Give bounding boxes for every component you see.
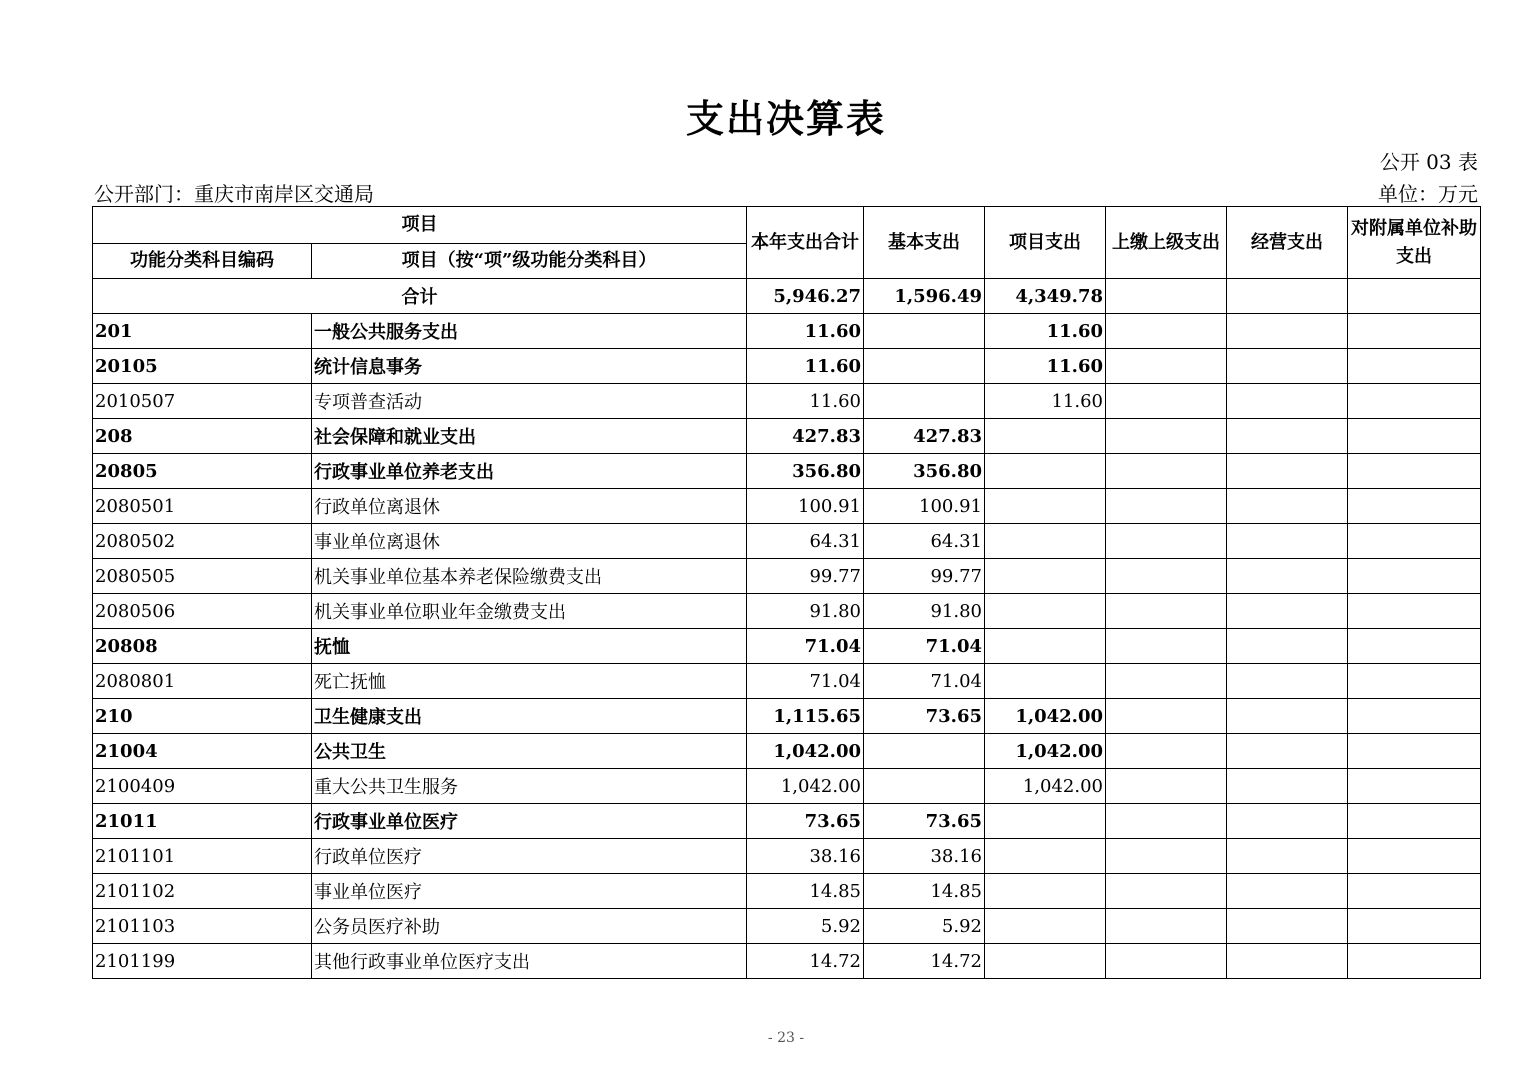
header-basic: 基本支出 (864, 207, 985, 279)
cell-subsidy (1348, 804, 1481, 839)
cell-business (1227, 734, 1348, 769)
cell-total: 38.16 (747, 839, 864, 874)
cell-basic: 73.65 (864, 804, 985, 839)
header-code: 功能分类科目编码 (93, 244, 312, 279)
cell-name: 事业单位离退休 (312, 524, 747, 559)
table-row (93, 419, 1481, 454)
table-row (93, 314, 1481, 349)
cell-basic: 5.92 (864, 909, 985, 944)
cell-name: 行政事业单位养老支出 (312, 454, 747, 489)
cell-business (1227, 384, 1348, 419)
cell-subsidy (1348, 734, 1481, 769)
cell-code: 2080506 (93, 594, 312, 629)
header-business: 经营支出 (1227, 207, 1348, 279)
cell-name: 卫生健康支出 (312, 699, 747, 734)
cell-subsidy (1348, 944, 1481, 979)
cell-code: 2101103 (93, 909, 312, 944)
cell-project (985, 804, 1106, 839)
cell-total: 91.80 (747, 594, 864, 629)
table-row (93, 489, 1481, 524)
cell-subsidy (1348, 384, 1481, 419)
cell-subsidy (1348, 349, 1481, 384)
cell-basic: 71.04 (864, 664, 985, 699)
cell-upper (1106, 734, 1227, 769)
table-row (93, 594, 1481, 629)
cell-upper (1106, 769, 1227, 804)
expenditure-table (92, 206, 1481, 979)
cell-upper (1106, 629, 1227, 664)
cell-name: 社会保障和就业支出 (312, 419, 747, 454)
cell-code: 2080801 (93, 664, 312, 699)
cell-project (985, 909, 1106, 944)
cell-project (985, 629, 1106, 664)
cell-subsidy (1348, 664, 1481, 699)
cell-code: 2080505 (93, 559, 312, 594)
cell-business (1227, 769, 1348, 804)
cell-upper (1106, 804, 1227, 839)
cell-subsidy (1348, 594, 1481, 629)
table-row (93, 664, 1481, 699)
table-row (93, 769, 1481, 804)
cell-project (985, 454, 1106, 489)
cell-project (985, 559, 1106, 594)
cell-total: 1,115.65 (747, 699, 864, 734)
cell-business (1227, 874, 1348, 909)
cell-total: 427.83 (747, 419, 864, 454)
cell-subsidy (1348, 559, 1481, 594)
cell-business (1227, 944, 1348, 979)
cell-basic: 73.65 (864, 699, 985, 734)
cell-basic: 99.77 (864, 559, 985, 594)
cell-upper (1106, 419, 1227, 454)
cell-total: 1,042.00 (747, 769, 864, 804)
cell-code: 20105 (93, 349, 312, 384)
cell-business (1227, 629, 1348, 664)
cell-business (1227, 559, 1348, 594)
cell-name: 统计信息事务 (312, 349, 747, 384)
total-row (93, 279, 1481, 314)
cell-project (985, 839, 1106, 874)
header-item: 项目 (93, 207, 747, 244)
cell-basic: 14.85 (864, 874, 985, 909)
cell-business (1227, 839, 1348, 874)
cell-subsidy (1348, 909, 1481, 944)
total-upper (1106, 279, 1227, 314)
cell-business (1227, 314, 1348, 349)
total-business (1227, 279, 1348, 314)
cell-name: 抚恤 (312, 629, 747, 664)
cell-code: 2080502 (93, 524, 312, 559)
table-row (93, 944, 1481, 979)
cell-total: 14.72 (747, 944, 864, 979)
cell-subsidy (1348, 419, 1481, 454)
cell-upper (1106, 909, 1227, 944)
cell-upper (1106, 349, 1227, 384)
cell-name: 公务员医疗补助 (312, 909, 747, 944)
cell-name: 行政事业单位医疗 (312, 804, 747, 839)
cell-upper (1106, 314, 1227, 349)
cell-basic: 64.31 (864, 524, 985, 559)
cell-subsidy (1348, 699, 1481, 734)
cell-code: 20805 (93, 454, 312, 489)
cell-name: 专项普查活动 (312, 384, 747, 419)
cell-business (1227, 909, 1348, 944)
cell-code: 2080501 (93, 489, 312, 524)
cell-project (985, 489, 1106, 524)
cell-name: 事业单位医疗 (312, 874, 747, 909)
cell-total: 71.04 (747, 629, 864, 664)
total-basic: 1,596.49 (864, 279, 985, 314)
cell-code: 20808 (93, 629, 312, 664)
form-number: 公开 03 表 (1379, 150, 1478, 174)
cell-upper (1106, 874, 1227, 909)
cell-project (985, 664, 1106, 699)
cell-business (1227, 349, 1348, 384)
cell-subsidy (1348, 454, 1481, 489)
department-label: 公开部门：重庆市南岸区交通局 (94, 182, 374, 206)
cell-name: 行政单位医疗 (312, 839, 747, 874)
cell-code: 2101102 (93, 874, 312, 909)
cell-project (985, 944, 1106, 979)
cell-upper (1106, 839, 1227, 874)
table-row (93, 804, 1481, 839)
cell-total: 99.77 (747, 559, 864, 594)
table-row (93, 874, 1481, 909)
cell-business (1227, 804, 1348, 839)
cell-project (985, 419, 1106, 454)
cell-basic (864, 769, 985, 804)
cell-name: 机关事业单位职业年金缴费支出 (312, 594, 747, 629)
cell-upper (1106, 664, 1227, 699)
cell-business (1227, 489, 1348, 524)
table-row (93, 734, 1481, 769)
cell-code: 2101199 (93, 944, 312, 979)
cell-subsidy (1348, 489, 1481, 524)
cell-project (985, 874, 1106, 909)
total-label: 合计 (93, 279, 747, 314)
cell-upper (1106, 594, 1227, 629)
cell-business (1227, 419, 1348, 454)
cell-name: 机关事业单位基本养老保险缴费支出 (312, 559, 747, 594)
cell-upper (1106, 699, 1227, 734)
total-project: 4,349.78 (985, 279, 1106, 314)
cell-code: 208 (93, 419, 312, 454)
page-number: - 23 - (767, 1030, 805, 1046)
cell-business (1227, 594, 1348, 629)
cell-code: 210 (93, 699, 312, 734)
cell-code: 2100409 (93, 769, 312, 804)
cell-subsidy (1348, 769, 1481, 804)
table-row (93, 559, 1481, 594)
cell-basic: 100.91 (864, 489, 985, 524)
cell-business (1227, 454, 1348, 489)
table-row (93, 629, 1481, 664)
cell-total: 1,042.00 (747, 734, 864, 769)
cell-upper (1106, 524, 1227, 559)
header-total: 本年支出合计 (747, 207, 864, 279)
cell-project: 11.60 (985, 384, 1106, 419)
header-name: 项目（按“项”级功能分类科目） (312, 244, 747, 279)
cell-basic (864, 734, 985, 769)
table-row (93, 909, 1481, 944)
cell-subsidy (1348, 524, 1481, 559)
cell-upper (1106, 489, 1227, 524)
cell-total: 71.04 (747, 664, 864, 699)
cell-subsidy (1348, 314, 1481, 349)
cell-code: 2101101 (93, 839, 312, 874)
cell-basic: 71.04 (864, 629, 985, 664)
table-row (93, 349, 1481, 384)
header-project: 项目支出 (985, 207, 1106, 279)
cell-upper (1106, 384, 1227, 419)
cell-project: 1,042.00 (985, 699, 1106, 734)
unit-label: 单位：万元 (1378, 182, 1478, 206)
cell-project: 1,042.00 (985, 769, 1106, 804)
page-title: 支出决算表 (685, 96, 886, 141)
cell-basic: 14.72 (864, 944, 985, 979)
cell-business (1227, 664, 1348, 699)
cell-project: 11.60 (985, 314, 1106, 349)
cell-basic: 427.83 (864, 419, 985, 454)
cell-name: 其他行政事业单位医疗支出 (312, 944, 747, 979)
cell-total: 73.65 (747, 804, 864, 839)
cell-basic: 38.16 (864, 839, 985, 874)
cell-name: 重大公共卫生服务 (312, 769, 747, 804)
cell-code: 2010507 (93, 384, 312, 419)
table-row (93, 524, 1481, 559)
cell-subsidy (1348, 874, 1481, 909)
cell-code: 201 (93, 314, 312, 349)
cell-project: 1,042.00 (985, 734, 1106, 769)
table-row (93, 384, 1481, 419)
cell-total: 11.60 (747, 384, 864, 419)
cell-name: 公共卫生 (312, 734, 747, 769)
cell-total: 100.91 (747, 489, 864, 524)
total-subsidy (1348, 279, 1481, 314)
cell-subsidy (1348, 629, 1481, 664)
cell-upper (1106, 559, 1227, 594)
cell-total: 5.92 (747, 909, 864, 944)
cell-basic: 91.80 (864, 594, 985, 629)
cell-name: 行政单位离退休 (312, 489, 747, 524)
cell-total: 14.85 (747, 874, 864, 909)
table-row (93, 699, 1481, 734)
table-row (93, 454, 1481, 489)
cell-project (985, 594, 1106, 629)
cell-business (1227, 524, 1348, 559)
cell-name: 死亡抚恤 (312, 664, 747, 699)
cell-business (1227, 699, 1348, 734)
cell-total: 64.31 (747, 524, 864, 559)
cell-project (985, 524, 1106, 559)
cell-basic: 356.80 (864, 454, 985, 489)
cell-upper (1106, 944, 1227, 979)
cell-total: 356.80 (747, 454, 864, 489)
cell-basic (864, 384, 985, 419)
cell-total: 11.60 (747, 349, 864, 384)
cell-code: 21004 (93, 734, 312, 769)
cell-name: 一般公共服务支出 (312, 314, 747, 349)
cell-total: 11.60 (747, 314, 864, 349)
cell-basic (864, 314, 985, 349)
table-row (93, 839, 1481, 874)
total-total: 5,946.27 (747, 279, 864, 314)
cell-upper (1106, 454, 1227, 489)
cell-subsidy (1348, 839, 1481, 874)
cell-code: 21011 (93, 804, 312, 839)
cell-project: 11.60 (985, 349, 1106, 384)
cell-basic (864, 349, 985, 384)
header-upper: 上缴上级支出 (1106, 207, 1227, 279)
header-subsidy: 对附属单位补助支出 (1348, 207, 1481, 279)
